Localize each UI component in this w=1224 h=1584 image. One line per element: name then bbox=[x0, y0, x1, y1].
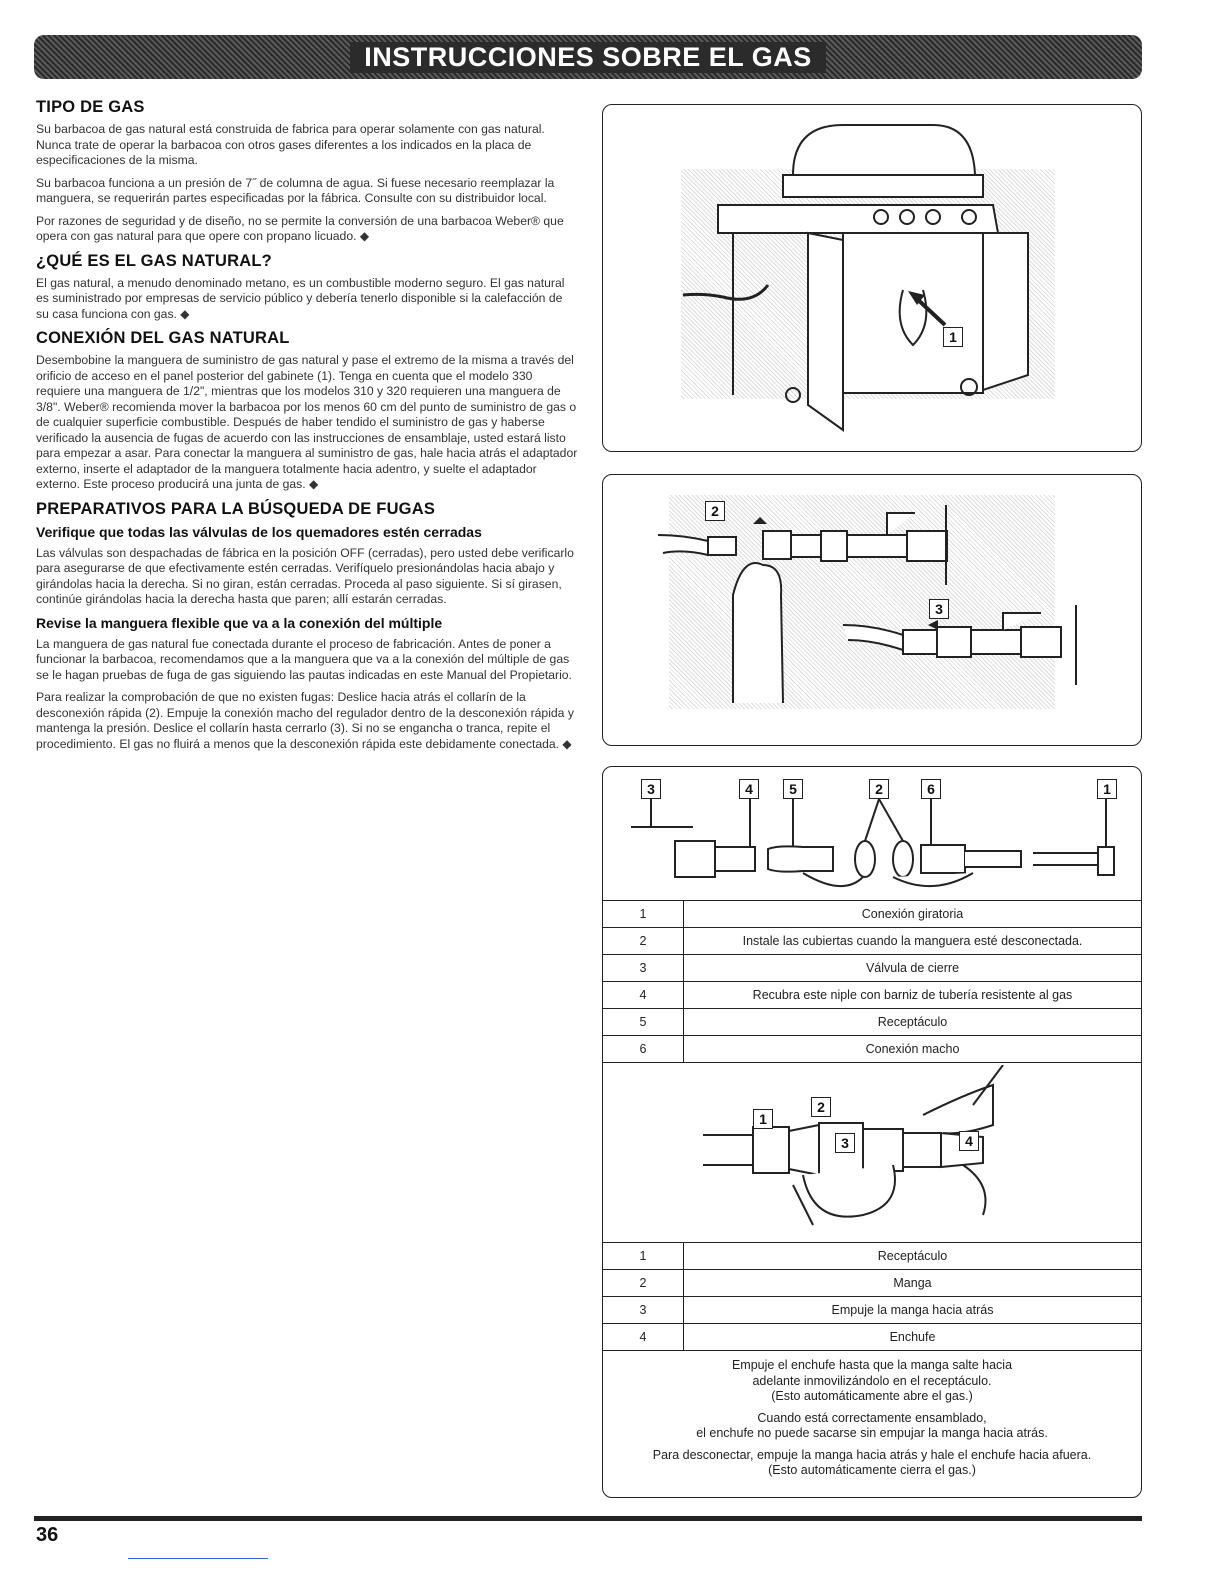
note-line: Empuje el enchufe hasta que la manga salte hacia bbox=[731, 1358, 1013, 1372]
paragraph: Su barbacoa funciona a un presión de 7˝ de columna de agua. Si fuese necesario reemplazar la manguera, se requerirán partes especificadas por la fábrica. Consulte con su distribuidor local. bbox=[36, 175, 555, 205]
heading-conexion: CONEXIÓN DEL GAS NATURAL bbox=[36, 329, 290, 347]
figure-hose-connection-panel bbox=[602, 474, 1142, 746]
table-row bbox=[603, 1036, 1142, 1063]
connection-notes bbox=[604, 1358, 1140, 1485]
section-preparativos bbox=[36, 500, 578, 753]
paragraph: Su barbacoa de gas natural está construida de fabrica para operar solamente con gas natural. Nunca trate de operar la barbacoa con otros gases diferentes a los indicados en la placa de especificaciones de la misma. bbox=[36, 122, 545, 167]
callout-3: 3 bbox=[835, 1133, 855, 1153]
callout-1: 1 bbox=[943, 327, 963, 347]
note-block bbox=[604, 1411, 1140, 1442]
table-row bbox=[603, 1243, 1142, 1270]
table-row bbox=[603, 901, 1142, 928]
callout-1: 1 bbox=[753, 1109, 773, 1129]
note-block bbox=[604, 1448, 1140, 1479]
legend-number: 5 bbox=[603, 1009, 684, 1036]
note-line: (Esto automáticamente cierra el gas.) bbox=[768, 1463, 976, 1477]
paragraph: Para realizar la comprobación de que no existen fugas: Deslice hacia atrás el collarín de la desconexión rápida (2). Empuje la conexión macho del regulador dentro de la desconexión rápida y mantenga la presión. Deslice el collarín hasta cerrarlo (3). Si no se engancha o tranca, repite el procedimiento. El gas no fluirá a menos que la desconexión rápida este debidamente conectada. ◆ bbox=[36, 690, 574, 751]
callout-6: 6 bbox=[921, 779, 941, 799]
legend-text: Enchufe bbox=[684, 1324, 1142, 1351]
legend-text: Receptáculo bbox=[684, 1009, 1142, 1036]
heading-tipo-de-gas: TIPO DE GAS bbox=[36, 98, 145, 116]
left-column bbox=[36, 98, 578, 759]
paragraph: Por razones de seguridad y de diseño, no se permite la conversión de una barbacoa Weber® que opera con gas natural para que opere con propano licuado. ◆ bbox=[36, 213, 564, 243]
paragraph: Desembobine la manguera de suministro de gas natural y pase el extremo de la misma a través del orificio de acceso en el panel posterior del gabinete (1). Tenga en cuenta que el modelo 330 requiere una manguera de 1/2", mientras que los modelos 310 y 320 requieren una manguera de 3/8". Weber® recomienda mover la barbacoa por los menos 60 cm del punto de suministro de gas o de cualquier superficie combustible. Después de haber tendido el suministro de gas y haberse verificado la ausencia de fugas de acuerdo con las instrucciones de ensamblaje, usted estará listo para empezar a asar. Para conectar la manguera al suministro de gas, hale hacia atrás el adaptador externo, inserte el adaptador de la manguera totalmente hacia adentro, y suelte el adaptador externo. Este proceso producirá una junta de gas. ◆ bbox=[36, 353, 578, 491]
table-row bbox=[603, 982, 1142, 1009]
legend-number: 4 bbox=[603, 982, 684, 1009]
note-block bbox=[604, 1358, 1140, 1405]
grill-illustration bbox=[603, 105, 1141, 451]
legend-text: Empuje la manga hacia atrás bbox=[684, 1297, 1142, 1324]
legend-number: 1 bbox=[603, 901, 684, 928]
legend-text: Instale las cubiertas cuando la manguera esté desconectada. bbox=[684, 928, 1142, 955]
section-que-es bbox=[36, 252, 578, 323]
legend-table-fittings bbox=[602, 900, 1142, 1063]
note-line: Cuando está correctamente ensamblado, bbox=[757, 1410, 987, 1425]
legend-number: 4 bbox=[603, 1324, 684, 1351]
legend-text: Manga bbox=[684, 1270, 1142, 1297]
legend-number: 1 bbox=[603, 1243, 684, 1270]
callout-4: 4 bbox=[739, 779, 759, 799]
callout-2: 2 bbox=[869, 779, 889, 799]
callout-4: 4 bbox=[959, 1131, 979, 1151]
quick-connect-closeup-illustration bbox=[603, 1065, 1141, 1255]
paragraph: Las válvulas son despachadas de fábrica en la posición OFF (cerradas), pero usted debe verificarlo para asegurarse de que efectivamente estén cerradas. Verifíquelo presionándolas hacia abajo y girándolas hacia la derecha. Si no giran, están cerradas. Proceda al paso siguiente. Si sí girasen, continúe girándolas hacia la derecha hasta que paren; allí estarán cerradas. bbox=[36, 545, 574, 606]
callout-3: 3 bbox=[929, 599, 949, 619]
page-banner bbox=[34, 35, 1142, 79]
callout-3: 3 bbox=[641, 779, 661, 799]
table-row bbox=[603, 1324, 1142, 1351]
note-line: Para desconectar, empuje la manga hacia atrás y hale el enchufe hacia afuera. bbox=[652, 1447, 1092, 1462]
legend-number: 2 bbox=[603, 928, 684, 955]
callout-5: 5 bbox=[783, 779, 803, 799]
section-tipo-de-gas bbox=[36, 98, 578, 245]
legend-text: Válvula de cierre bbox=[684, 955, 1142, 982]
legend-text: Receptáculo bbox=[684, 1243, 1142, 1270]
callout-1: 1 bbox=[1097, 779, 1117, 799]
page-number: 36 bbox=[36, 1524, 59, 1546]
legend-text: Conexión macho bbox=[684, 1036, 1142, 1063]
note-line: el enchufe no puede sacarse sin empujar la manga hacia atrás. bbox=[696, 1426, 1048, 1440]
table-row bbox=[603, 928, 1142, 955]
legend-text: Recubra este niple con barniz de tubería resistente al gas bbox=[684, 982, 1142, 1009]
table-row bbox=[603, 1270, 1142, 1297]
subheading-manguera: Revise la manguera flexible que va a la conexión del múltiple bbox=[36, 614, 443, 631]
legend-number: 6 bbox=[603, 1036, 684, 1063]
legend-table-quick-connect bbox=[602, 1242, 1142, 1351]
table-row bbox=[603, 1009, 1142, 1036]
paragraph: El gas natural, a menudo denominado metano, es un combustible moderno seguro. El gas natural es suministrado por empresas de servicio público y debería tenerlo disponible si la calefacción de su casa funciona con gas. ◆ bbox=[36, 275, 565, 321]
legend-number: 2 bbox=[603, 1270, 684, 1297]
table-row bbox=[603, 955, 1142, 982]
callout-2: 2 bbox=[811, 1097, 831, 1117]
figure-grill-panel bbox=[602, 104, 1142, 452]
footer-rule bbox=[34, 1516, 1142, 1521]
section-conexion bbox=[36, 329, 578, 493]
table-row bbox=[603, 1297, 1142, 1324]
paragraph: La manguera de gas natural fue conectada durante el proceso de fabricación. Antes de poner a funcionar la barbacoa, recomendamos que a la manguera que va a la conexión del múltiple de gas se le hagan pruebas de fuga de gas siguiendo las pautas indicadas en este Manual del Propietario. bbox=[36, 636, 572, 682]
subheading-valvulas: Verifique que todas las válvulas de los quemadores estén cerradas bbox=[36, 523, 482, 540]
legend-number: 3 bbox=[603, 1297, 684, 1324]
note-line: (Esto automáticamente abre el gas.) bbox=[771, 1389, 973, 1403]
legend-number: 3 bbox=[603, 955, 684, 982]
hose-connection-illustration bbox=[603, 475, 1141, 745]
heading-preparativos: PREPARATIVOS PARA LA BÚSQUEDA DE FUGAS bbox=[36, 499, 436, 518]
heading-que-es-gas-natural: ¿QUÉ ES EL GAS NATURAL? bbox=[36, 251, 272, 270]
footer-link-underline bbox=[128, 1558, 268, 1559]
legend-text: Conexión giratoria bbox=[684, 901, 1142, 928]
callout-2: 2 bbox=[705, 501, 725, 521]
banner-title: INSTRUCCIONES SOBRE EL GAS bbox=[350, 42, 826, 73]
note-line: adelante inmovilizándolo en el receptáculo. bbox=[752, 1373, 992, 1388]
